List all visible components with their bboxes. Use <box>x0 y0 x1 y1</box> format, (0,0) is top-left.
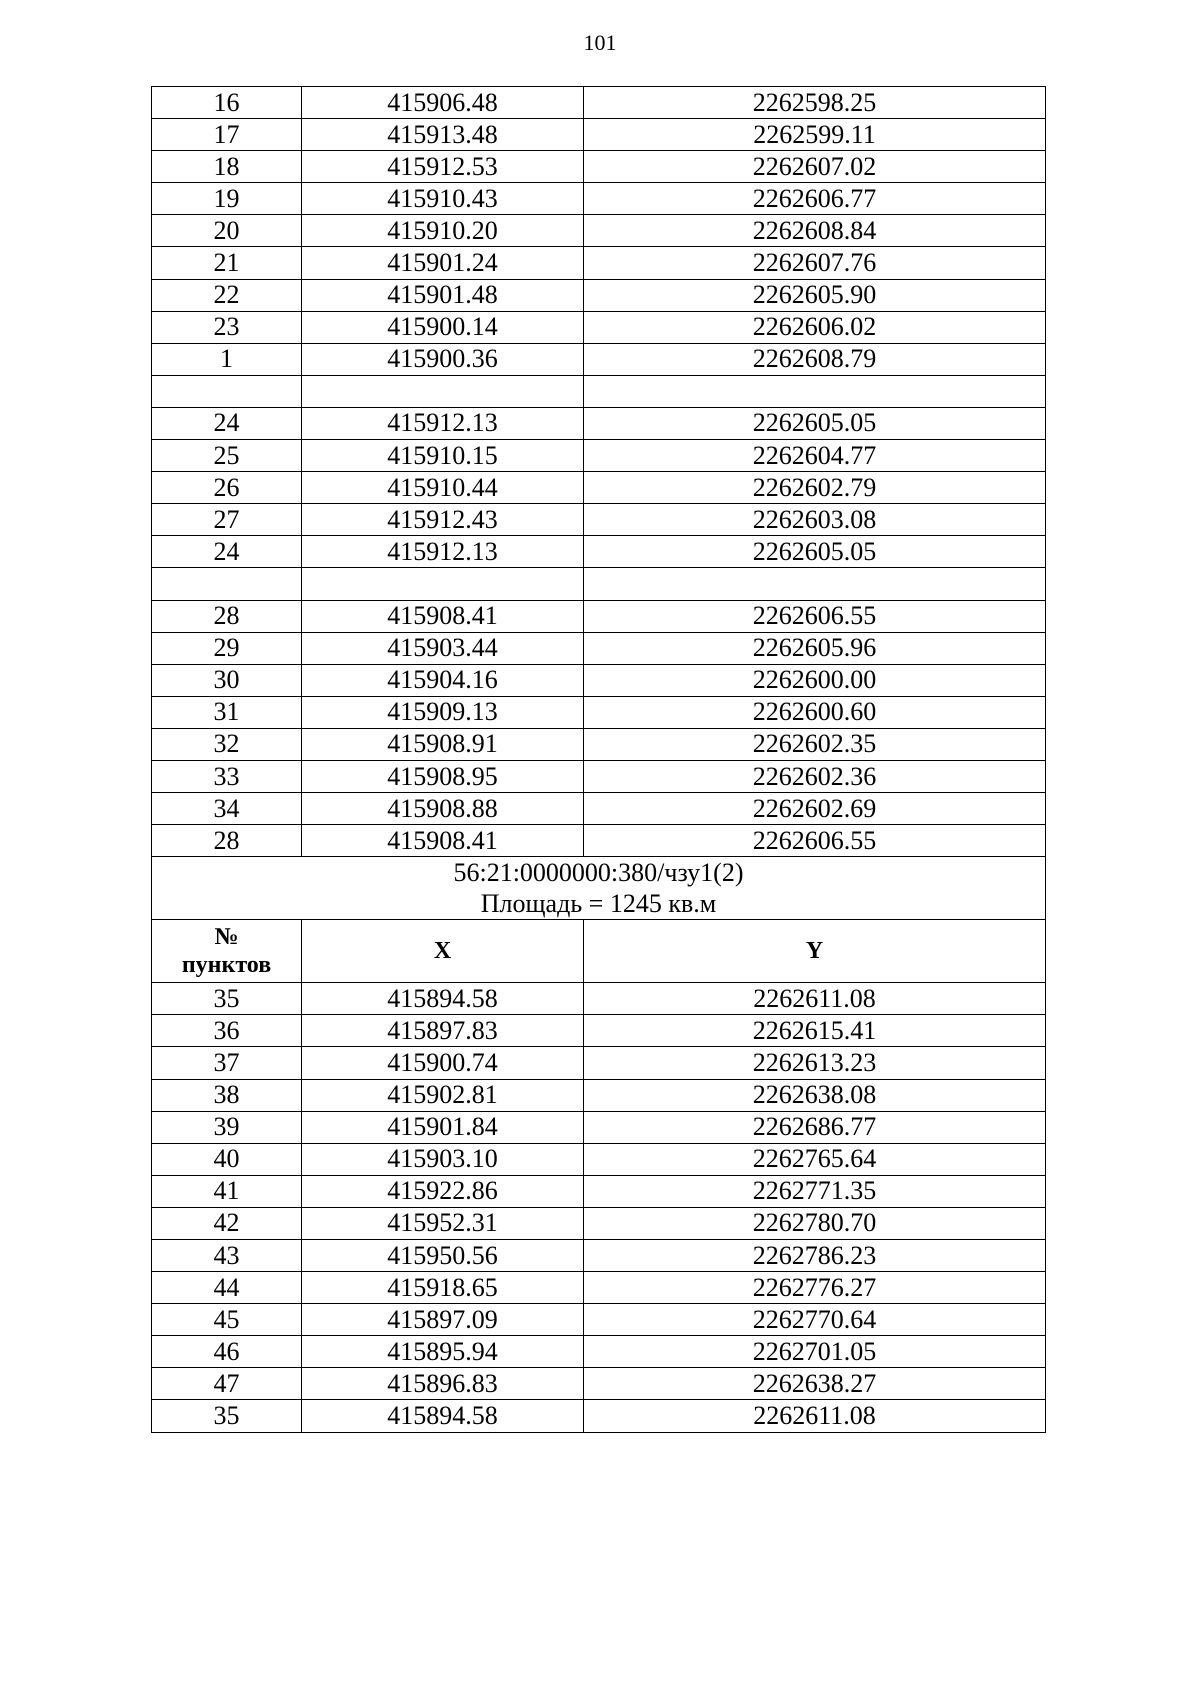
table-row <box>152 825 1046 857</box>
table-row <box>152 632 1046 664</box>
y-coordinate-cell: 2262602.69 <box>584 793 1046 825</box>
point-number-cell: 21 <box>152 247 302 279</box>
y-coordinate-cell: 2262608.84 <box>584 215 1046 247</box>
x-coordinate-cell: 415902.81 <box>302 1079 584 1111</box>
point-number-cell <box>152 375 302 407</box>
header-num-symbol: № <box>214 924 239 951</box>
point-number-cell: 37 <box>152 1047 302 1079</box>
x-coordinate-cell <box>302 568 584 600</box>
table-row <box>152 119 1046 151</box>
y-coordinate-cell: 2262604.77 <box>584 440 1046 472</box>
x-coordinate-cell: 415922.86 <box>302 1175 584 1207</box>
header-y: Y <box>584 920 1046 983</box>
point-number-cell: 32 <box>152 728 302 760</box>
y-coordinate-cell: 2262611.08 <box>584 983 1046 1015</box>
y-coordinate-cell: 2262608.79 <box>584 343 1046 375</box>
table-row <box>152 440 1046 472</box>
y-coordinate-cell: 2262606.55 <box>584 600 1046 632</box>
point-number-cell: 16 <box>152 87 302 119</box>
point-number-cell: 34 <box>152 793 302 825</box>
y-coordinate-cell: 2262599.11 <box>584 119 1046 151</box>
point-number-cell: 27 <box>152 504 302 536</box>
y-coordinate-cell: 2262607.02 <box>584 151 1046 183</box>
table-row <box>152 536 1046 568</box>
point-number-cell: 39 <box>152 1111 302 1143</box>
y-coordinate-cell: 2262602.35 <box>584 728 1046 760</box>
table-row <box>152 1400 1046 1432</box>
table-row <box>152 728 1046 760</box>
x-coordinate-cell: 415910.44 <box>302 472 584 504</box>
x-coordinate-cell: 415908.95 <box>302 760 584 792</box>
x-coordinate-cell: 415913.48 <box>302 119 584 151</box>
point-number-cell: 28 <box>152 825 302 857</box>
x-coordinate-cell: 415896.83 <box>302 1368 584 1400</box>
y-coordinate-cell: 2262765.64 <box>584 1143 1046 1175</box>
y-coordinate-cell: 2262605.05 <box>584 407 1046 439</box>
point-number-cell: 23 <box>152 311 302 343</box>
y-coordinate-cell <box>584 375 1046 407</box>
y-coordinate-cell: 2262771.35 <box>584 1175 1046 1207</box>
column-header-row <box>152 920 1046 983</box>
y-coordinate-cell: 2262600.00 <box>584 664 1046 696</box>
point-number-cell: 24 <box>152 407 302 439</box>
x-coordinate-cell: 415912.13 <box>302 407 584 439</box>
x-coordinate-cell: 415900.74 <box>302 1047 584 1079</box>
y-coordinate-cell: 2262603.08 <box>584 504 1046 536</box>
y-coordinate-cell: 2262638.27 <box>584 1368 1046 1400</box>
table-row <box>152 1015 1046 1047</box>
table-row <box>152 1240 1046 1272</box>
x-coordinate-cell: 415908.41 <box>302 825 584 857</box>
point-number-cell: 24 <box>152 536 302 568</box>
y-coordinate-cell: 2262602.79 <box>584 472 1046 504</box>
parcel-area: Площадь = 1245 кв.м <box>480 889 717 919</box>
point-number-cell: 26 <box>152 472 302 504</box>
point-number-cell: 41 <box>152 1175 302 1207</box>
x-coordinate-cell: 415912.43 <box>302 504 584 536</box>
x-coordinate-cell: 415908.88 <box>302 793 584 825</box>
point-number-cell: 35 <box>152 1400 302 1432</box>
x-coordinate-cell: 415895.94 <box>302 1336 584 1368</box>
table-row <box>152 1111 1046 1143</box>
y-coordinate-cell: 2262613.23 <box>584 1047 1046 1079</box>
x-coordinate-cell: 415910.20 <box>302 215 584 247</box>
table-row <box>152 472 1046 504</box>
point-number-cell: 20 <box>152 215 302 247</box>
x-coordinate-cell: 415894.58 <box>302 1400 584 1432</box>
y-coordinate-cell: 2262686.77 <box>584 1111 1046 1143</box>
point-number-cell: 17 <box>152 119 302 151</box>
y-coordinate-cell: 2262598.25 <box>584 87 1046 119</box>
point-number-cell: 44 <box>152 1272 302 1304</box>
point-number-cell: 47 <box>152 1368 302 1400</box>
point-number-cell: 30 <box>152 664 302 696</box>
table-row <box>152 760 1046 792</box>
x-coordinate-cell: 415950.56 <box>302 1240 584 1272</box>
point-number-cell: 43 <box>152 1240 302 1272</box>
point-number-cell: 31 <box>152 696 302 728</box>
table-row <box>152 1272 1046 1304</box>
table-row <box>152 151 1046 183</box>
table-row <box>152 311 1046 343</box>
y-coordinate-cell: 2262776.27 <box>584 1272 1046 1304</box>
empty-separator-row <box>152 568 1046 600</box>
y-coordinate-cell <box>584 568 1046 600</box>
table-row <box>152 600 1046 632</box>
x-coordinate-cell: 415900.36 <box>302 343 584 375</box>
x-coordinate-cell: 415903.44 <box>302 632 584 664</box>
y-coordinate-cell: 2262605.90 <box>584 279 1046 311</box>
y-coordinate-cell: 2262606.02 <box>584 311 1046 343</box>
point-number-cell: 35 <box>152 983 302 1015</box>
y-coordinate-cell: 2262780.70 <box>584 1207 1046 1239</box>
header-x: X <box>302 920 584 983</box>
x-coordinate-cell: 415910.15 <box>302 440 584 472</box>
table-row <box>152 87 1046 119</box>
table-row <box>152 793 1046 825</box>
y-coordinate-cell: 2262786.23 <box>584 1240 1046 1272</box>
section-caption <box>152 857 1046 920</box>
point-number-cell: 45 <box>152 1304 302 1336</box>
point-number-cell: 1 <box>152 343 302 375</box>
x-coordinate-cell: 415897.09 <box>302 1304 584 1336</box>
x-coordinate-cell: 415901.84 <box>302 1111 584 1143</box>
x-coordinate-cell: 415908.91 <box>302 728 584 760</box>
x-coordinate-cell: 415910.43 <box>302 183 584 215</box>
x-coordinate-cell: 415912.53 <box>302 151 584 183</box>
y-coordinate-cell: 2262600.60 <box>584 696 1046 728</box>
point-number-cell: 19 <box>152 183 302 215</box>
x-coordinate-cell: 415897.83 <box>302 1015 584 1047</box>
header-num-label: пунктов <box>181 952 272 979</box>
table-row <box>152 664 1046 696</box>
y-coordinate-cell: 2262638.08 <box>584 1079 1046 1111</box>
table-row <box>152 1368 1046 1400</box>
coordinates-table-body <box>152 87 1046 1433</box>
y-coordinate-cell: 2262701.05 <box>584 1336 1046 1368</box>
table-row <box>152 343 1046 375</box>
point-number-cell: 46 <box>152 1336 302 1368</box>
table-row <box>152 247 1046 279</box>
x-coordinate-cell <box>302 375 584 407</box>
table-row <box>152 696 1046 728</box>
point-number-cell: 29 <box>152 632 302 664</box>
point-number-cell: 42 <box>152 1207 302 1239</box>
table-row <box>152 215 1046 247</box>
table-row <box>152 1207 1046 1239</box>
y-coordinate-cell: 2262605.96 <box>584 632 1046 664</box>
table-row <box>152 1336 1046 1368</box>
x-coordinate-cell: 415901.48 <box>302 279 584 311</box>
table-row <box>152 1175 1046 1207</box>
table-row <box>152 407 1046 439</box>
x-coordinate-cell: 415904.16 <box>302 664 584 696</box>
header-point-number <box>152 920 302 983</box>
point-number-cell: 18 <box>152 151 302 183</box>
table-row <box>152 504 1046 536</box>
page-number: 101 <box>583 30 617 55</box>
point-number-cell: 25 <box>152 440 302 472</box>
y-coordinate-cell: 2262611.08 <box>584 1400 1046 1432</box>
point-number-cell: 36 <box>152 1015 302 1047</box>
point-number-cell: 33 <box>152 760 302 792</box>
table-row <box>152 279 1046 311</box>
x-coordinate-cell: 415908.41 <box>302 600 584 632</box>
x-coordinate-cell: 415894.58 <box>302 983 584 1015</box>
section-caption-row <box>152 857 1046 920</box>
x-coordinate-cell: 415952.31 <box>302 1207 584 1239</box>
point-number-cell: 28 <box>152 600 302 632</box>
point-number-cell: 40 <box>152 1143 302 1175</box>
y-coordinate-cell: 2262770.64 <box>584 1304 1046 1336</box>
table-row <box>152 1143 1046 1175</box>
y-coordinate-cell: 2262606.77 <box>584 183 1046 215</box>
y-coordinate-cell: 2262607.76 <box>584 247 1046 279</box>
point-number-cell: 38 <box>152 1079 302 1111</box>
y-coordinate-cell: 2262605.05 <box>584 536 1046 568</box>
x-coordinate-cell: 415906.48 <box>302 87 584 119</box>
x-coordinate-cell: 415909.13 <box>302 696 584 728</box>
coordinates-table <box>151 86 1046 1433</box>
point-number-cell <box>152 568 302 600</box>
table-row <box>152 1304 1046 1336</box>
table-row <box>152 983 1046 1015</box>
y-coordinate-cell: 2262615.41 <box>584 1015 1046 1047</box>
x-coordinate-cell: 415903.10 <box>302 1143 584 1175</box>
table-row <box>152 1047 1046 1079</box>
point-number-cell: 22 <box>152 279 302 311</box>
x-coordinate-cell: 415918.65 <box>302 1272 584 1304</box>
table-row <box>152 183 1046 215</box>
y-coordinate-cell: 2262606.55 <box>584 825 1046 857</box>
parcel-id: 56:21:0000000:380/чзу1(2) <box>453 858 744 888</box>
table-row <box>152 1079 1046 1111</box>
empty-separator-row <box>152 375 1046 407</box>
x-coordinate-cell: 415901.24 <box>302 247 584 279</box>
x-coordinate-cell: 415912.13 <box>302 536 584 568</box>
y-coordinate-cell: 2262602.36 <box>584 760 1046 792</box>
x-coordinate-cell: 415900.14 <box>302 311 584 343</box>
